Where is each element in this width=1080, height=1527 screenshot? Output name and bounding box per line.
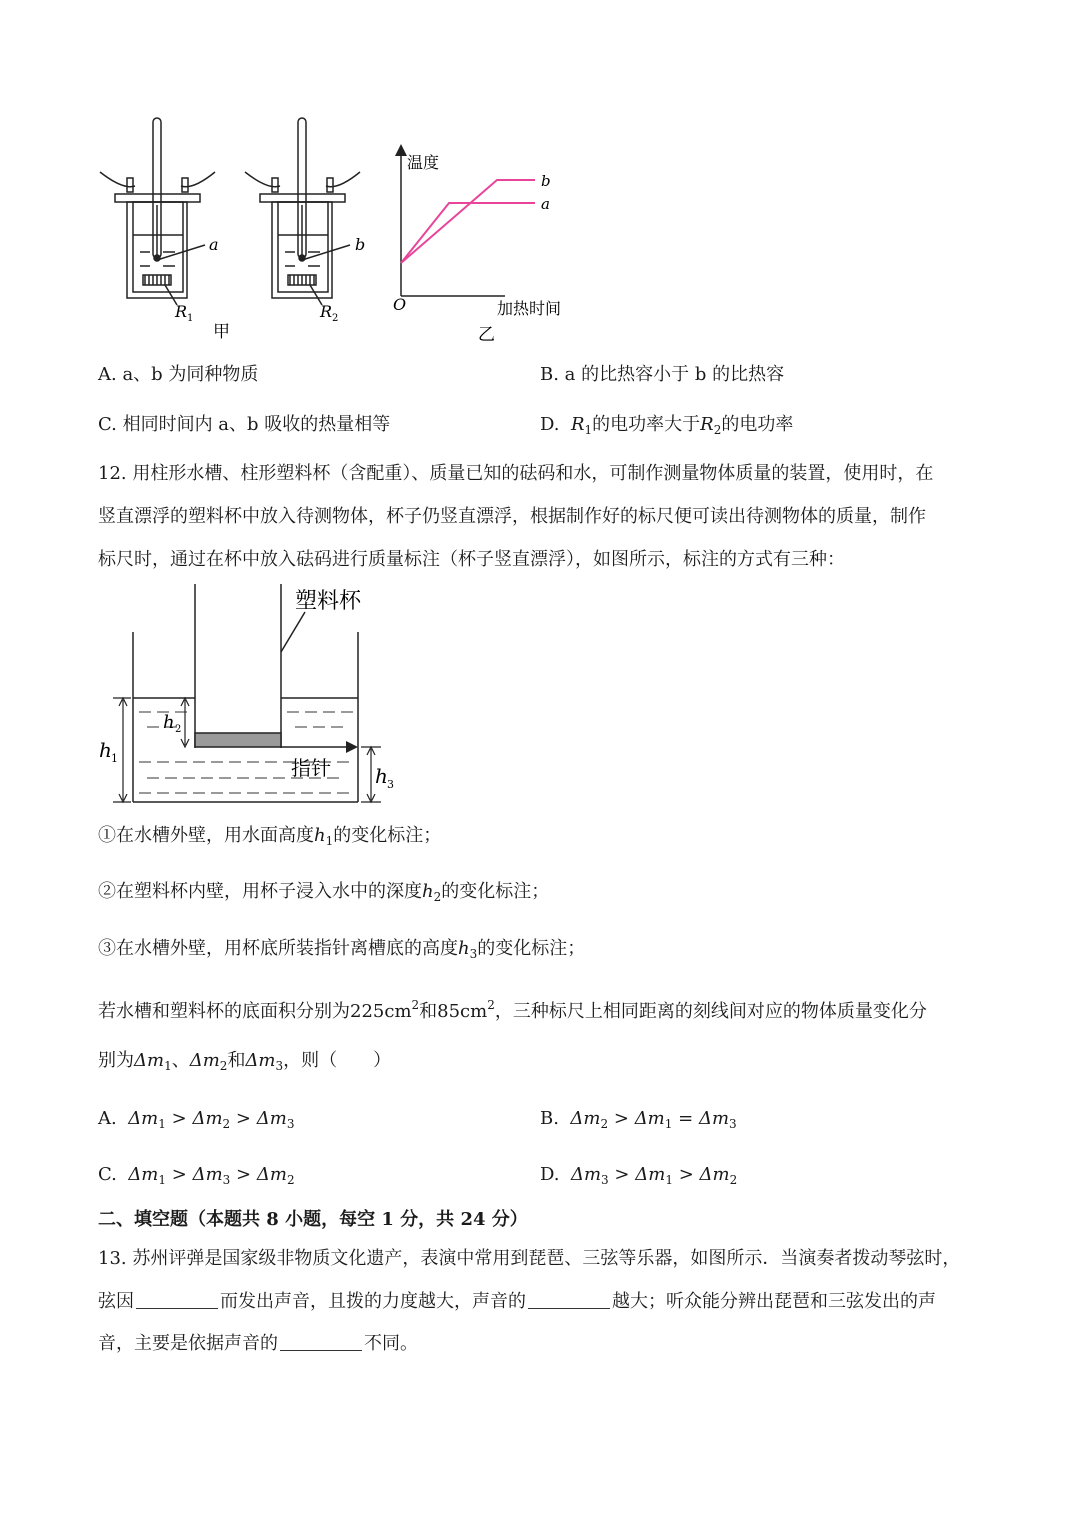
plastic-cup: [195, 584, 281, 748]
beaker-b: [245, 118, 360, 305]
figure-tank: [95, 582, 405, 810]
label-r2: R: [320, 302, 333, 321]
answer-blank-3[interactable]: [280, 1332, 362, 1351]
q13-line1: 13. 苏州评弹是国家级非物质文化遗产，表演中常用到琵琶、三弦等乐器，如图所示．当演奏者拨动琴弦时，: [98, 1248, 961, 1269]
beaker-a: [100, 118, 215, 305]
answer-blank-2[interactable]: [528, 1290, 610, 1309]
h2-dimension: [181, 698, 189, 747]
figure-jia: [95, 110, 385, 345]
caption-yi: 乙: [478, 325, 495, 345]
q12-option-d: D. $\Delta m_3 > \Delta m_1 > \Delta m_2$: [540, 1164, 738, 1187]
q12-method-3: ③在水槽外壁，用杯底所装指针离槽底的高度$h_3$的变化标注；: [98, 938, 586, 961]
h1-label: h: [99, 738, 112, 762]
cup-bottom: [195, 733, 281, 747]
q11-option-b: B. a 的比热容小于 b 的比热容: [540, 364, 785, 385]
label-r1: R: [175, 302, 188, 321]
q11-option-c: C. 相同时间内 a、b 吸收的热量相等: [98, 414, 391, 435]
q12-method-1: ①在水槽外壁，用水面高度$h_1$的变化标注；: [98, 825, 442, 848]
h3-sub: 3: [387, 778, 394, 791]
cup-leader: [281, 612, 305, 652]
line-b-label: b: [541, 172, 551, 190]
q12-option-a: A. $\Delta m_1 > \Delta m_2 > \Delta m_3$: [98, 1108, 295, 1131]
label-r2-sub: 2: [332, 313, 339, 324]
cup-label: 塑料杯: [295, 589, 362, 614]
label-a-jia: a: [209, 235, 219, 254]
q12-condition: 若水槽和塑料杯的底面积分别为$225cm^2$和$85cm^2$，三种标尺上相同距离的刻线间对应的物体质量变化分: [98, 998, 927, 1022]
line-a: [401, 203, 535, 263]
q11-option-a: A. a、b 为同种物质: [98, 364, 259, 385]
h1-sub: 1: [111, 752, 118, 765]
q12-stem-line1: 12. 用柱形水槽、柱形塑料杯（含配重）、质量已知的砝码和水，可制作测量物体质量的装置，使用时，在: [98, 463, 934, 484]
q12-stem-line3: 标尺时，通过在杯中放入砝码进行质量标注（杯子竖直漂浮），如图所示，标注的方式有三种：: [98, 549, 845, 570]
q12-option-b: B. $\Delta m_2 > \Delta m_1 = \Delta m_3$: [540, 1108, 737, 1131]
line-b: [401, 180, 535, 263]
h2-label: h: [163, 712, 175, 733]
h2-sub: 2: [175, 724, 182, 735]
section-heading: 二、填空题（本题共 8 小题，每空 1 分，共 24 分）: [98, 1209, 528, 1230]
line-a-label: a: [541, 195, 550, 213]
label-r1-sub: 1: [187, 313, 194, 324]
q11-option-d: D. $R_1$的电功率大于$R_2$的电功率: [540, 414, 794, 437]
q13-line3: 音，主要是依据声音的 不同。: [98, 1333, 418, 1354]
y-axis-label: 温度: [407, 153, 440, 172]
figure-yi: [385, 140, 580, 345]
q12-stem-line2: 竖直漂浮的塑料杯中放入待测物体，杯子仍竖直漂浮，根据制作好的标尺便可读出待测物体的质量，制作: [98, 506, 926, 527]
answer-blank-1[interactable]: [136, 1290, 218, 1309]
q13-line2: 弦因 而发出声音，且拨的力度越大，声音的 越大；听众能分辨出琵琶和三弦发出的声: [98, 1291, 936, 1312]
h1-dimension: [113, 698, 131, 802]
h3-label: h: [375, 764, 388, 788]
pointer-label: 指针: [291, 756, 331, 780]
origin-label: O: [393, 295, 407, 314]
q12-question: 别为$\Delta m_1$、$\Delta m_2$和$\Delta m_3$，则（ ）: [98, 1050, 392, 1073]
q12-method-2: ②在塑料杯内壁，用杯子浸入水中的深度$h_2$的变化标注；: [98, 881, 550, 904]
q12-option-c: C. $\Delta m_1 > \Delta m_3 > \Delta m_2$: [98, 1164, 295, 1187]
label-b-jia: b: [355, 235, 366, 254]
caption-jia: 甲: [213, 322, 230, 342]
x-axis-label: 加热时间: [497, 299, 562, 318]
